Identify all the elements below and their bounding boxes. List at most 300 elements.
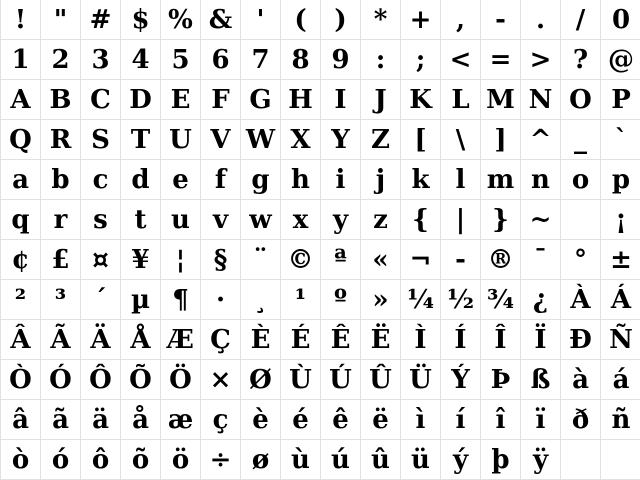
glyph: v bbox=[212, 204, 229, 235]
glyph-cell[interactable] bbox=[561, 160, 601, 200]
glyph-cell[interactable] bbox=[1, 40, 41, 80]
glyph-cell[interactable] bbox=[41, 160, 81, 200]
glyph-cell[interactable] bbox=[601, 320, 640, 360]
glyph-cell[interactable] bbox=[81, 440, 121, 480]
glyph-cell[interactable] bbox=[521, 440, 561, 480]
glyph-cell[interactable] bbox=[321, 360, 361, 400]
glyph: È bbox=[250, 324, 271, 355]
glyph: Ä bbox=[90, 324, 111, 355]
glyph: C bbox=[90, 84, 111, 115]
glyph-cell[interactable] bbox=[41, 240, 81, 280]
glyph-cell[interactable] bbox=[241, 160, 281, 200]
glyph-cell[interactable] bbox=[481, 360, 521, 400]
glyph-cell[interactable] bbox=[601, 120, 640, 160]
glyph: Ý bbox=[451, 364, 470, 395]
glyph: 8 bbox=[291, 44, 310, 75]
glyph-cell[interactable] bbox=[161, 0, 201, 40]
glyph: e bbox=[172, 164, 189, 195]
glyph-cell[interactable] bbox=[601, 400, 640, 440]
glyph: ´ bbox=[94, 284, 107, 315]
glyph-cell[interactable] bbox=[121, 240, 161, 280]
glyph: w bbox=[249, 204, 272, 235]
glyph-cell[interactable] bbox=[1, 240, 41, 280]
glyph-cell[interactable] bbox=[281, 160, 321, 200]
glyph-cell[interactable] bbox=[521, 40, 561, 80]
glyph: % bbox=[168, 4, 193, 35]
glyph-cell[interactable] bbox=[161, 280, 201, 320]
glyph-cell[interactable] bbox=[361, 400, 401, 440]
glyph-cell[interactable] bbox=[81, 360, 121, 400]
glyph-cell[interactable] bbox=[161, 200, 201, 240]
glyph-cell[interactable] bbox=[481, 160, 521, 200]
glyph: . bbox=[535, 4, 546, 35]
glyph: 1 bbox=[11, 44, 30, 75]
glyph-cell[interactable] bbox=[441, 240, 481, 280]
glyph-cell[interactable] bbox=[481, 40, 521, 80]
glyph: ô bbox=[91, 444, 110, 475]
glyph-cell[interactable] bbox=[281, 240, 321, 280]
glyph-cell[interactable] bbox=[1, 200, 41, 240]
glyph-cell[interactable] bbox=[1, 280, 41, 320]
glyph: ö bbox=[171, 444, 190, 475]
glyph-cell[interactable] bbox=[321, 40, 361, 80]
glyph-cell[interactable] bbox=[401, 80, 441, 120]
glyph: Ã bbox=[50, 324, 71, 355]
glyph: â bbox=[12, 404, 29, 435]
glyph-cell[interactable] bbox=[1, 440, 41, 480]
glyph-cell[interactable] bbox=[401, 400, 441, 440]
glyph-cell[interactable] bbox=[561, 40, 601, 80]
glyph: l bbox=[455, 164, 466, 195]
glyph-cell[interactable] bbox=[1, 360, 41, 400]
glyph: ^ bbox=[529, 124, 552, 155]
glyph: á bbox=[612, 364, 630, 395]
glyph: Û bbox=[369, 364, 392, 395]
glyph-cell[interactable] bbox=[241, 80, 281, 120]
glyph-cell[interactable] bbox=[81, 40, 121, 80]
glyph: y bbox=[332, 204, 349, 235]
glyph-cell[interactable] bbox=[281, 320, 321, 360]
glyph-cell[interactable] bbox=[481, 240, 521, 280]
glyph: ! bbox=[14, 4, 27, 35]
glyph-cell[interactable] bbox=[81, 120, 121, 160]
glyph-cell[interactable] bbox=[521, 160, 561, 200]
glyph-cell[interactable] bbox=[601, 240, 640, 280]
glyph: I bbox=[334, 84, 347, 115]
glyph-cell[interactable] bbox=[161, 120, 201, 160]
glyph-cell[interactable] bbox=[361, 160, 401, 200]
glyph: ¸ bbox=[254, 284, 267, 315]
glyph-cell[interactable] bbox=[161, 400, 201, 440]
glyph-cell[interactable] bbox=[281, 280, 321, 320]
glyph-cell[interactable] bbox=[81, 80, 121, 120]
glyph: i bbox=[335, 164, 346, 195]
glyph: Ó bbox=[49, 364, 72, 395]
glyph-cell[interactable] bbox=[161, 360, 201, 400]
glyph: f bbox=[214, 164, 227, 195]
glyph-cell[interactable] bbox=[481, 80, 521, 120]
glyph-cell[interactable] bbox=[241, 0, 281, 40]
glyph-cell[interactable] bbox=[121, 0, 161, 40]
glyph: ³ bbox=[54, 284, 67, 315]
glyph: ; bbox=[415, 44, 426, 75]
glyph: Á bbox=[610, 284, 632, 315]
glyph-cell[interactable] bbox=[281, 360, 321, 400]
glyph-cell[interactable] bbox=[321, 240, 361, 280]
glyph: £ bbox=[51, 244, 70, 275]
glyph: x bbox=[292, 204, 309, 235]
glyph-cell[interactable] bbox=[1, 80, 41, 120]
glyph-cell[interactable] bbox=[601, 0, 640, 40]
glyph-cell[interactable] bbox=[361, 440, 401, 480]
glyph-cell[interactable] bbox=[281, 40, 321, 80]
glyph: Þ bbox=[490, 364, 511, 395]
glyph: ä bbox=[92, 404, 109, 435]
glyph-cell[interactable] bbox=[241, 400, 281, 440]
glyph-cell[interactable] bbox=[521, 80, 561, 120]
glyph-cell[interactable] bbox=[161, 320, 201, 360]
glyph: « bbox=[372, 244, 389, 275]
glyph-cell[interactable] bbox=[1, 0, 41, 40]
glyph-cell[interactable] bbox=[521, 120, 561, 160]
glyph: { bbox=[412, 204, 429, 235]
glyph-cell[interactable] bbox=[121, 80, 161, 120]
glyph-cell[interactable] bbox=[441, 80, 481, 120]
glyph-cell[interactable] bbox=[281, 200, 321, 240]
glyph-cell[interactable] bbox=[321, 0, 361, 40]
glyph-cell[interactable] bbox=[121, 40, 161, 80]
glyph-cell[interactable] bbox=[321, 280, 361, 320]
glyph: ò bbox=[11, 444, 30, 475]
glyph-cell[interactable] bbox=[201, 40, 241, 80]
glyph-cell[interactable] bbox=[361, 80, 401, 120]
glyph: Æ bbox=[167, 324, 194, 355]
glyph: À bbox=[570, 284, 591, 315]
glyph: # bbox=[89, 4, 112, 35]
glyph: Ñ bbox=[609, 324, 633, 355]
glyph: : bbox=[375, 44, 386, 75]
glyph: 4 bbox=[131, 44, 150, 75]
glyph-cell[interactable] bbox=[121, 160, 161, 200]
glyph: ¨ bbox=[254, 244, 267, 275]
glyph-cell[interactable] bbox=[241, 200, 281, 240]
glyph-cell[interactable] bbox=[321, 320, 361, 360]
glyph-cell[interactable] bbox=[281, 0, 321, 40]
glyph-cell[interactable] bbox=[81, 0, 121, 40]
glyph-cell[interactable] bbox=[361, 280, 401, 320]
glyph-cell[interactable] bbox=[201, 280, 241, 320]
glyph: > bbox=[529, 44, 552, 75]
glyph-cell[interactable] bbox=[521, 400, 561, 440]
glyph-cell[interactable] bbox=[41, 400, 81, 440]
empty-cell bbox=[561, 440, 601, 480]
glyph-cell[interactable] bbox=[161, 40, 201, 80]
glyph-cell[interactable] bbox=[521, 320, 561, 360]
glyph-cell[interactable] bbox=[401, 120, 441, 160]
glyph-cell[interactable] bbox=[401, 240, 441, 280]
glyph: q bbox=[11, 204, 30, 235]
glyph: ï bbox=[535, 404, 546, 435]
glyph: & bbox=[208, 4, 233, 35]
glyph: 5 bbox=[171, 44, 190, 75]
glyph-cell[interactable] bbox=[241, 240, 281, 280]
glyph-cell[interactable] bbox=[401, 40, 441, 80]
glyph: 0 bbox=[611, 4, 631, 35]
glyph: B bbox=[49, 84, 72, 115]
glyph: þ bbox=[491, 444, 510, 475]
glyph-cell[interactable] bbox=[361, 120, 401, 160]
glyph: $ bbox=[131, 4, 150, 35]
glyph: _ bbox=[574, 124, 587, 155]
glyph-cell[interactable] bbox=[481, 200, 521, 240]
glyph-cell[interactable] bbox=[481, 440, 521, 480]
glyph-cell[interactable] bbox=[1, 160, 41, 200]
glyph-cell[interactable] bbox=[401, 280, 441, 320]
glyph-cell[interactable] bbox=[321, 400, 361, 440]
glyph: z bbox=[373, 204, 388, 235]
glyph-cell[interactable] bbox=[81, 400, 121, 440]
glyph-cell[interactable] bbox=[201, 240, 241, 280]
glyph-cell[interactable] bbox=[121, 320, 161, 360]
glyph-cell[interactable] bbox=[401, 360, 441, 400]
glyph-cell[interactable] bbox=[361, 360, 401, 400]
glyph-cell[interactable] bbox=[121, 120, 161, 160]
glyph: \ bbox=[455, 124, 466, 155]
glyph-cell[interactable] bbox=[81, 240, 121, 280]
glyph-cell[interactable] bbox=[161, 240, 201, 280]
glyph: Í bbox=[454, 324, 467, 355]
glyph-cell[interactable] bbox=[481, 0, 521, 40]
glyph-cell[interactable] bbox=[201, 320, 241, 360]
glyph-cell[interactable] bbox=[601, 200, 640, 240]
glyph-cell[interactable] bbox=[281, 120, 321, 160]
glyph: » bbox=[372, 284, 389, 315]
glyph: ( bbox=[294, 4, 307, 35]
glyph-cell[interactable] bbox=[561, 0, 601, 40]
glyph: [ bbox=[414, 124, 427, 155]
glyph: ¤ bbox=[92, 244, 109, 275]
glyph-cell[interactable] bbox=[201, 80, 241, 120]
glyph: ½ bbox=[446, 284, 475, 315]
glyph: s bbox=[93, 204, 108, 235]
glyph: æ bbox=[167, 404, 194, 435]
glyph-cell[interactable] bbox=[401, 0, 441, 40]
glyph: ¬ bbox=[409, 244, 432, 275]
glyph-cell[interactable] bbox=[361, 240, 401, 280]
glyph-cell[interactable] bbox=[241, 360, 281, 400]
glyph-cell[interactable] bbox=[361, 40, 401, 80]
glyph-cell[interactable] bbox=[561, 240, 601, 280]
glyph-cell[interactable] bbox=[1, 400, 41, 440]
glyph-cell[interactable] bbox=[1, 120, 41, 160]
glyph: × bbox=[209, 364, 232, 395]
glyph: ` bbox=[614, 124, 628, 155]
glyph: Ï bbox=[534, 324, 547, 355]
glyph-cell[interactable] bbox=[441, 320, 481, 360]
glyph: ¹ bbox=[294, 284, 307, 315]
glyph-cell[interactable] bbox=[441, 360, 481, 400]
glyph: Ö bbox=[169, 364, 192, 395]
glyph-cell[interactable] bbox=[241, 320, 281, 360]
glyph-cell[interactable] bbox=[121, 360, 161, 400]
glyph: E bbox=[170, 84, 191, 115]
glyph-cell[interactable] bbox=[41, 200, 81, 240]
glyph: N bbox=[528, 84, 553, 115]
glyph-cell[interactable] bbox=[81, 200, 121, 240]
glyph-cell[interactable] bbox=[321, 160, 361, 200]
glyph-cell[interactable] bbox=[41, 320, 81, 360]
glyph: ù bbox=[291, 444, 310, 475]
glyph-cell[interactable] bbox=[41, 0, 81, 40]
glyph-cell[interactable] bbox=[121, 400, 161, 440]
glyph-cell[interactable] bbox=[121, 280, 161, 320]
glyph-cell[interactable] bbox=[521, 0, 561, 40]
glyph-cell[interactable] bbox=[201, 440, 241, 480]
glyph: ¿ bbox=[532, 284, 549, 315]
glyph-cell[interactable] bbox=[241, 440, 281, 480]
glyph-cell[interactable] bbox=[361, 200, 401, 240]
glyph-cell[interactable] bbox=[161, 160, 201, 200]
glyph: ~ bbox=[529, 204, 552, 235]
glyph: Ü bbox=[409, 364, 432, 395]
glyph-cell[interactable] bbox=[601, 360, 640, 400]
glyph-cell[interactable] bbox=[201, 360, 241, 400]
glyph: ¯ bbox=[534, 244, 547, 275]
glyph-cell[interactable] bbox=[561, 400, 601, 440]
glyph-cell[interactable] bbox=[441, 120, 481, 160]
glyph: n bbox=[531, 164, 550, 195]
glyph-cell[interactable] bbox=[521, 240, 561, 280]
glyph-cell[interactable] bbox=[441, 440, 481, 480]
glyph-cell[interactable] bbox=[481, 280, 521, 320]
glyph: R bbox=[49, 124, 72, 155]
glyph: ¥ bbox=[131, 244, 150, 275]
glyph: b bbox=[51, 164, 70, 195]
glyph: 7 bbox=[251, 44, 270, 75]
glyph-cell[interactable] bbox=[521, 280, 561, 320]
glyph-cell[interactable] bbox=[41, 280, 81, 320]
glyph: ÿ bbox=[532, 444, 549, 475]
glyph-cell[interactable] bbox=[281, 400, 321, 440]
glyph: X bbox=[290, 124, 311, 155]
glyph-cell[interactable] bbox=[441, 40, 481, 80]
glyph: ¢ bbox=[11, 244, 30, 275]
glyph-cell[interactable] bbox=[441, 280, 481, 320]
glyph: Ð bbox=[569, 324, 592, 355]
glyph: ' bbox=[256, 4, 265, 35]
glyph-cell[interactable] bbox=[41, 80, 81, 120]
glyph-cell[interactable] bbox=[321, 440, 361, 480]
glyph-cell[interactable] bbox=[321, 120, 361, 160]
glyph: ® bbox=[487, 244, 514, 275]
glyph: h bbox=[291, 164, 310, 195]
glyph-cell[interactable] bbox=[561, 120, 601, 160]
glyph-cell[interactable] bbox=[41, 40, 81, 80]
glyph-cell[interactable] bbox=[481, 400, 521, 440]
glyph: 9 bbox=[331, 44, 350, 75]
glyph: ý bbox=[452, 444, 469, 475]
glyph-cell[interactable] bbox=[441, 160, 481, 200]
glyph-cell[interactable] bbox=[201, 0, 241, 40]
glyph: K bbox=[409, 84, 432, 115]
glyph-cell[interactable] bbox=[361, 0, 401, 40]
glyph-cell[interactable] bbox=[401, 320, 441, 360]
glyph-cell[interactable] bbox=[361, 320, 401, 360]
glyph: ê bbox=[332, 404, 349, 435]
glyph: ° bbox=[574, 244, 587, 275]
glyph-cell[interactable] bbox=[201, 400, 241, 440]
glyph-cell[interactable] bbox=[481, 120, 521, 160]
glyph-cell[interactable] bbox=[561, 360, 601, 400]
glyph-cell[interactable] bbox=[241, 280, 281, 320]
glyph: = bbox=[489, 44, 512, 75]
glyph-cell[interactable] bbox=[161, 440, 201, 480]
glyph-cell[interactable] bbox=[121, 200, 161, 240]
glyph-cell[interactable] bbox=[401, 200, 441, 240]
glyph: Q bbox=[9, 124, 32, 155]
glyph-cell[interactable] bbox=[601, 280, 640, 320]
glyph-cell[interactable] bbox=[441, 0, 481, 40]
glyph-cell[interactable] bbox=[281, 440, 321, 480]
glyph-cell[interactable] bbox=[81, 160, 121, 200]
glyph: à bbox=[572, 364, 589, 395]
glyph: Ê bbox=[330, 324, 351, 355]
glyph: Ô bbox=[89, 364, 112, 395]
glyph-cell[interactable] bbox=[81, 320, 121, 360]
glyph-cell[interactable] bbox=[521, 360, 561, 400]
glyph: V bbox=[210, 124, 231, 155]
glyph-cell[interactable] bbox=[41, 120, 81, 160]
glyph-cell[interactable] bbox=[441, 400, 481, 440]
glyph-cell[interactable] bbox=[601, 160, 640, 200]
glyph-cell[interactable] bbox=[601, 80, 640, 120]
glyph-cell[interactable] bbox=[281, 80, 321, 120]
glyph-cell[interactable] bbox=[401, 160, 441, 200]
glyph-cell[interactable] bbox=[481, 320, 521, 360]
glyph: º bbox=[334, 284, 347, 315]
glyph: < bbox=[449, 44, 472, 75]
glyph: ì bbox=[415, 404, 426, 435]
glyph-cell[interactable] bbox=[561, 280, 601, 320]
glyph-cell[interactable] bbox=[321, 80, 361, 120]
glyph-cell[interactable] bbox=[121, 440, 161, 480]
glyph-cell[interactable] bbox=[561, 80, 601, 120]
glyph: ð bbox=[571, 404, 590, 435]
glyph-cell[interactable] bbox=[321, 200, 361, 240]
glyph-cell[interactable] bbox=[601, 40, 640, 80]
glyph-cell[interactable] bbox=[201, 120, 241, 160]
glyph-cell[interactable] bbox=[41, 440, 81, 480]
glyph-cell[interactable] bbox=[81, 280, 121, 320]
glyph: Õ bbox=[129, 364, 152, 395]
glyph: p bbox=[611, 164, 631, 195]
glyph-cell[interactable] bbox=[201, 160, 241, 200]
glyph-cell[interactable] bbox=[401, 440, 441, 480]
glyph-cell[interactable] bbox=[561, 320, 601, 360]
glyph: ± bbox=[610, 244, 632, 275]
glyph-cell[interactable] bbox=[201, 200, 241, 240]
glyph-cell[interactable] bbox=[441, 200, 481, 240]
glyph-cell[interactable] bbox=[521, 200, 561, 240]
glyph-cell[interactable] bbox=[41, 360, 81, 400]
glyph-cell[interactable] bbox=[1, 320, 41, 360]
glyph: è bbox=[252, 404, 269, 435]
glyph: ¦ bbox=[175, 244, 186, 275]
glyph-cell[interactable] bbox=[241, 120, 281, 160]
glyph-cell[interactable] bbox=[241, 40, 281, 80]
glyph: ¡ bbox=[615, 204, 627, 235]
glyph-cell[interactable] bbox=[161, 80, 201, 120]
